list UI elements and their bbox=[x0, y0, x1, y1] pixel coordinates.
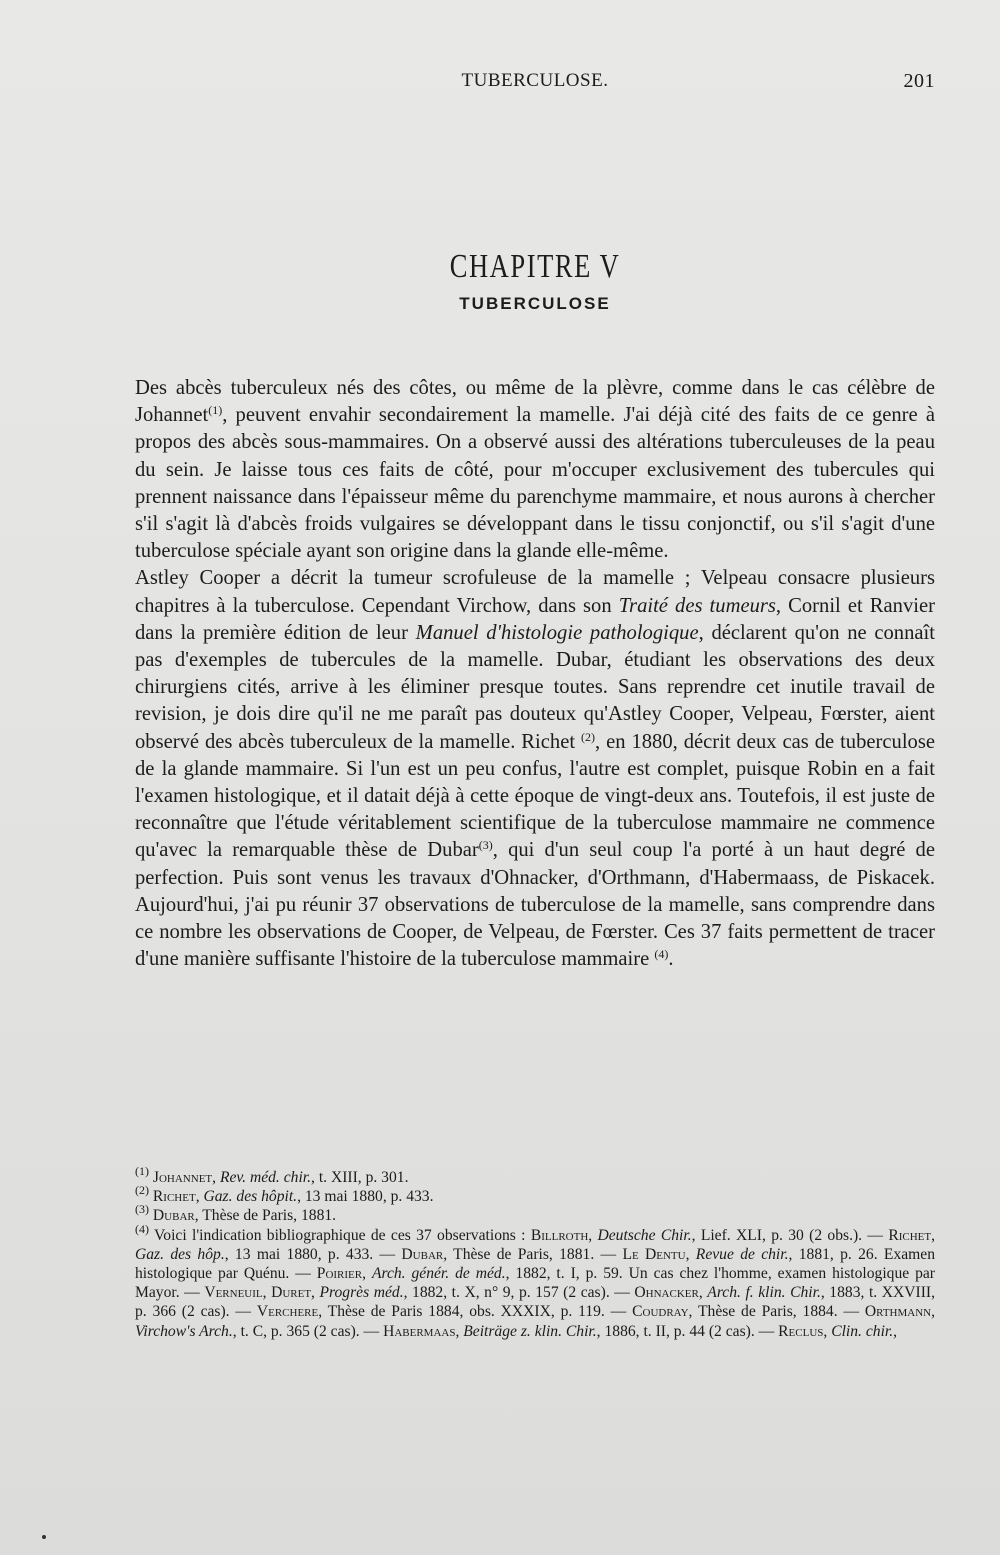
italic-text: Manuel d'histologie pathologique bbox=[415, 621, 699, 644]
text-run: , 13 mai 1880, p. 433. bbox=[297, 1188, 434, 1206]
text-run: , Thèse de Paris, 1884. — bbox=[688, 1303, 865, 1321]
chapter-title: CHAPITRE V bbox=[449, 247, 621, 285]
footnotes bbox=[135, 1164, 936, 1341]
page-number: 201 bbox=[903, 70, 935, 92]
author-name: Richet bbox=[152, 1188, 196, 1206]
footnote-ref: (1) bbox=[208, 403, 223, 418]
paragraph bbox=[135, 565, 935, 973]
footnote bbox=[135, 1183, 935, 1206]
text-run: , bbox=[893, 1322, 898, 1340]
footnote bbox=[135, 1202, 935, 1225]
text-run: . bbox=[668, 948, 674, 971]
author-name: Coudray bbox=[632, 1303, 689, 1321]
author-name: Le Dentu bbox=[622, 1245, 686, 1263]
text-run: , Thèse de Paris, 1881. bbox=[194, 1207, 337, 1225]
text-run: , Cornil et Ranvier dans la première édition de leur bbox=[135, 594, 935, 644]
author-name: Dubar bbox=[152, 1207, 195, 1225]
text-run: , Lief. XLI, p. 30 (2 obs.). — bbox=[691, 1226, 889, 1244]
text-run: Des abcès tuberculeux nés des côtes, ou même de la plèvre, comme dans le cas célèbre de Johannet bbox=[135, 377, 935, 427]
italic-text: Arch. f. klin. Chir. bbox=[707, 1284, 821, 1302]
text-run: , Thèse de Paris 1884, obs. XXXIX, p. 119. — bbox=[318, 1303, 633, 1321]
author-name: Poirier bbox=[316, 1265, 363, 1283]
text-run: , t. XIII, p. 301. bbox=[311, 1169, 409, 1186]
italic-text: Traité des tumeurs bbox=[618, 594, 776, 617]
italic-text: Beiträge z. klin. Chir. bbox=[463, 1322, 597, 1340]
author-name: Orthmann bbox=[864, 1303, 932, 1321]
text-run: Voici l'indication bibliographique de ces 37 observations : bbox=[149, 1226, 531, 1244]
author-name: Reclus bbox=[778, 1322, 824, 1340]
print-speck bbox=[42, 1535, 46, 1539]
footnote-ref: (1) bbox=[135, 1164, 149, 1178]
body-text bbox=[135, 375, 935, 973]
text-run: Astley Cooper a décrit la tumeur scrofuleuse de la mamelle ; Velpeau consacre plusieurs chapitres à la tuberculose. Cependant Virchow, dans son bbox=[135, 567, 935, 617]
text-run: , bbox=[195, 1188, 204, 1206]
author-name: Billroth bbox=[530, 1226, 589, 1244]
text-run: , bbox=[455, 1322, 464, 1340]
author-name: Johannet bbox=[152, 1169, 213, 1186]
footnote-ref: (3) bbox=[135, 1202, 149, 1217]
italic-text: Rev. méd. chir. bbox=[219, 1169, 312, 1186]
text-run: , en 1880, décrit deux cas de tuberculose de la glande mammaire. Si l'un est un peu confus, l'autre est complet, puisque Robin en a fait l'examen histologique, et il datait déjà à cette époque de vingt-deux ans. Toutefois, il est juste de reconnaître que l'étude véritablement scientifique de la tuberculose mammaire ne commence qu'avec la remarquable thèse de Dubar bbox=[135, 730, 936, 862]
italic-text: Arch. génér. de méd. bbox=[371, 1265, 506, 1283]
author-name: Richet bbox=[888, 1226, 932, 1244]
text-run: , bbox=[212, 1169, 220, 1186]
footnote-ref: (2) bbox=[135, 1183, 149, 1198]
italic-text: Virchow's Arch. bbox=[135, 1322, 233, 1340]
italic-text: Progrès méd. bbox=[319, 1284, 404, 1302]
italic-text: Gaz. des hôpit. bbox=[203, 1188, 298, 1206]
text-run: , 1886, t. II, p. 44 (2 cas). — bbox=[596, 1322, 779, 1340]
running-title: TUBERCULOSE. bbox=[461, 70, 609, 91]
author-name: Ohnacker bbox=[634, 1284, 699, 1302]
text-run: , bbox=[823, 1322, 832, 1340]
paragraph bbox=[135, 375, 935, 565]
italic-text: Gaz. des hôp. bbox=[135, 1245, 225, 1263]
italic-text: Deutsche Chir. bbox=[597, 1226, 692, 1244]
text-run: , 13 mai 1880, p. 433. — bbox=[224, 1245, 402, 1263]
text-run: , bbox=[362, 1265, 372, 1283]
footnote bbox=[135, 1164, 935, 1187]
text-run: , qui d'un seul coup l'a porté à un haut degré de perfection. Puis sont venus les travaux d'Ohnacker, d'Orthmann, d'Habermaass, de Piskacek. Aujourd'hui, j'ai pu réunir 37 observations de tuberculose de la mamelle, sans comprendre dans ce nombre les observations de Cooper, de Velpeau, de Fœrster. Ces 37 faits permettent de tracer d'une manière suffisante l'histoire de la tuberculose mammaire bbox=[135, 839, 935, 971]
text-run: , 1883, t. XXVIII, p. 366 (2 cas). — bbox=[135, 1284, 935, 1321]
text-run: , Thèse de Paris, 1881. — bbox=[443, 1245, 623, 1263]
section-title: TUBERCULOSE bbox=[459, 294, 611, 313]
running-head bbox=[135, 70, 935, 100]
text-run: , t. C, p. 365 (2 cas). — bbox=[232, 1322, 384, 1340]
text-run: , bbox=[931, 1303, 935, 1321]
footnote-ref: (4) bbox=[654, 947, 669, 962]
author-name: Habermaas bbox=[383, 1322, 456, 1340]
footnote-ref: (2) bbox=[581, 729, 595, 744]
text-run: , bbox=[931, 1226, 936, 1244]
footnote-ref: (3) bbox=[478, 838, 493, 853]
italic-text: Revue de chir. bbox=[695, 1245, 789, 1263]
text-run: , déclarent qu'on ne connaît pas d'exemples de tubercules de la mamelle. Dubar, étudiant les observations des deux chirurgiens cités, arrive à les éliminer presque toutes. Sans reprendre cet inutile travail de revision, je dois dire qu'il ne me paraît pas douteux qu'Astley Cooper, Velpeau, Fœrster, aient observé des abcès tuberculeux de la mamelle. Richet bbox=[135, 621, 935, 753]
text-run: , 1882, t. I, p. 59. Un cas chez l'homme, examen histologique par Mayor. — bbox=[135, 1265, 935, 1302]
text-run: , bbox=[311, 1284, 320, 1302]
author-name: Dubar bbox=[401, 1245, 444, 1263]
footnote bbox=[135, 1221, 936, 1341]
text-run: , peuvent envahir secondairement la mamelle. J'ai déjà cité des faits de ce genre à propos des abcès sous-mammaires. On a observé aussi des altérations tuberculeuses de la peau du sein. Je laisse tous ces faits de côté, pour m'occuper exclusivement des tubercules qui prennent naissance dans l'épaisseur même du parenchyme mammaire, et nous aurons à chercher s'il s'agit là d'abcès froids vulgaires se développant dans le tissu conjonctif, ou s'il s'agit d'une tuberculose spéciale ayant son origine dans la glande elle-même. bbox=[135, 404, 935, 563]
author-name: Verneuil, Duret bbox=[204, 1284, 312, 1302]
text-run: , bbox=[698, 1284, 708, 1302]
italic-text: Clin. chir. bbox=[831, 1322, 894, 1340]
text-run: , 1881, p. 26. Examen histologique par Quénu. — bbox=[135, 1245, 936, 1283]
footnote-ref: (4) bbox=[135, 1221, 149, 1236]
text-run: , bbox=[685, 1245, 696, 1263]
text-run: , bbox=[588, 1226, 598, 1244]
author-name: Verchere bbox=[256, 1303, 319, 1321]
text-run: , 1882, t. X, n° 9, p. 157 (2 cas). — bbox=[403, 1284, 635, 1302]
